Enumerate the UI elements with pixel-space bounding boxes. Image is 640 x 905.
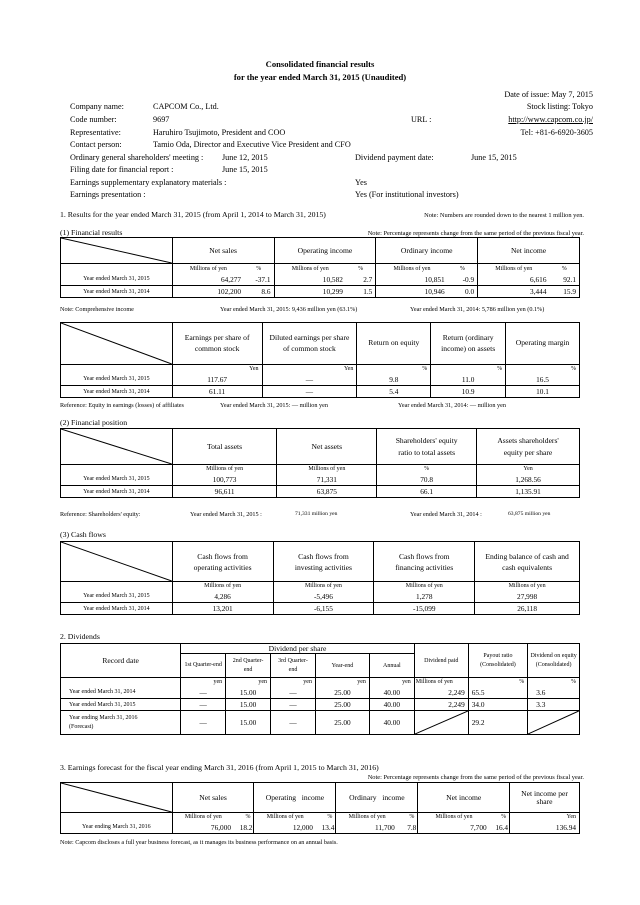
col-record-date: Record date xyxy=(61,644,181,678)
row-label: Year ended March 31, 2014 xyxy=(61,386,173,398)
dividends-table xyxy=(60,643,580,735)
unit-label: Yen xyxy=(262,365,357,374)
cell-value: 10.9 xyxy=(431,386,506,398)
unit-label: % xyxy=(357,365,431,374)
col-dividend-per-share: Dividend per share xyxy=(181,644,415,654)
eps-table xyxy=(60,322,580,398)
cell-value: — xyxy=(262,374,357,386)
unit-label: Millions of yen xyxy=(478,264,550,274)
cell-value: 15.00 xyxy=(226,711,271,735)
unit-label: yen xyxy=(181,678,226,687)
cell-value: 25.00 xyxy=(315,699,369,711)
row-label: Year ended March 31, 2015 xyxy=(61,591,173,603)
forecast-heading: 3. Earnings forecast for the fiscal year ending March 31, 2016 (from April 1, 2015 to March 31, 2016) xyxy=(60,763,379,772)
col-annual: Annual xyxy=(369,654,414,678)
cell-value: 1,278 xyxy=(374,591,475,603)
cell-value: 29.2 xyxy=(468,711,528,735)
forecast-row-label xyxy=(61,711,181,735)
cell-value: 3.3 xyxy=(528,699,580,711)
col-diluted-eps: Diluted earnings per share of common stock xyxy=(262,323,357,365)
financial-results-heading: (1) Financial results xyxy=(60,228,123,237)
cell-value: 27,998 xyxy=(475,591,580,603)
cell-value: 8.6 xyxy=(244,286,274,298)
unit-label: Millions of yen xyxy=(277,465,377,474)
company-url-link[interactable] xyxy=(508,115,593,124)
cell-value: 13,201 xyxy=(172,603,273,615)
cell-value: 1.5 xyxy=(346,286,376,298)
col-investing-cf: Cash flows from investing activities xyxy=(273,542,374,582)
telephone: Tel: +81-6-6920-3605 xyxy=(520,128,593,137)
cell-value: 2,249 xyxy=(414,687,468,699)
col-operating-cf: Cash flows from operating activities xyxy=(172,542,273,582)
cell-value: — xyxy=(181,711,226,735)
cell-value: — xyxy=(271,711,316,735)
row-label: Year ended March 31, 2015 xyxy=(61,474,173,486)
section1-heading: 1. Results for the year ended March 31, 2015 (from April 1, 2014 to March 31, 2015) xyxy=(60,210,326,219)
code-number: 9697 xyxy=(153,115,170,124)
diagonal-cell xyxy=(414,711,468,735)
unit-label: Millions of yen xyxy=(414,678,468,687)
unit-label: Yen xyxy=(172,365,262,374)
unit-label: yen xyxy=(226,678,271,687)
cell-value: -37.1 xyxy=(244,274,274,286)
unit-label: yen xyxy=(369,678,414,687)
cell-value: 63,875 xyxy=(277,486,377,498)
cell-value: 25.00 xyxy=(315,711,369,735)
cell-value: 2.7 xyxy=(346,274,376,286)
cell-value: 96,611 xyxy=(172,486,277,498)
cell-value: 10,299 xyxy=(274,286,346,298)
date-of-issue: Date of issue: May 7, 2015 xyxy=(504,90,593,99)
cell-value: 40.00 xyxy=(369,699,414,711)
unit-label: % xyxy=(398,813,418,822)
table-row xyxy=(61,286,580,298)
cell-value: 1,135.91 xyxy=(477,486,580,498)
table-row xyxy=(61,699,580,711)
cell-value: 34.0 xyxy=(468,699,528,711)
equity-2015-value: 71,331 million yen xyxy=(295,511,338,517)
supplementary-label: Earnings supplementary explanatory materials : xyxy=(70,178,227,187)
cell-value: 117.67 xyxy=(172,374,262,386)
company-name-label: Company name: xyxy=(70,102,124,111)
cell-value: 7,700 xyxy=(418,822,490,834)
cell-value: — xyxy=(181,699,226,711)
table-row xyxy=(61,386,580,398)
cell-value: 2,249 xyxy=(414,699,468,711)
dividend-payment-label: Dividend payment date: xyxy=(355,153,434,162)
col-roa: Return (ordinary income) on assets xyxy=(431,323,506,365)
col-forecast-eps: Net income per share xyxy=(510,783,580,813)
col-financing-cf: Cash flows from financing activities xyxy=(374,542,475,582)
unit-label: Millions of yen xyxy=(172,264,244,274)
representative-label: Representative: xyxy=(70,128,121,137)
cell-value: 3,444 xyxy=(478,286,550,298)
col-forecast-ordinary-income: Ordinary income xyxy=(336,783,418,813)
unit-label: Millions of yen xyxy=(376,264,448,274)
cell-value: 7.8 xyxy=(398,822,418,834)
cell-value: 18.2 xyxy=(234,822,254,834)
col-operating-income: Operating income xyxy=(274,238,376,264)
forecast-table xyxy=(60,782,580,834)
percentage-note: Note: Percentage represents change from the same period of the previous fiscal year. xyxy=(367,230,584,237)
unit-label: % xyxy=(431,365,506,374)
cell-value: 76,000 xyxy=(172,822,234,834)
table-row xyxy=(61,486,580,498)
table-row xyxy=(61,711,580,735)
cell-value: 66.1 xyxy=(377,486,477,498)
col-total-assets: Total assets xyxy=(172,429,277,465)
cell-value: -15,099 xyxy=(374,603,475,615)
unit-label: Millions of yen xyxy=(336,813,398,822)
col-roe: Return on equity xyxy=(357,323,431,365)
col-2nd-quarter: 2nd Quarter-end xyxy=(226,654,271,678)
cell-value: — xyxy=(181,687,226,699)
unit-label: % xyxy=(316,813,336,822)
diagonal-cell xyxy=(61,238,173,264)
cell-value: 136.94 xyxy=(510,822,580,834)
cell-value: 10,851 xyxy=(376,274,448,286)
table-row xyxy=(61,274,580,286)
cell-value: — xyxy=(271,687,316,699)
forecast-label-line2: (Forecast) xyxy=(69,723,94,730)
col-payout-ratio: Payout ratio (Consolidated) xyxy=(468,644,528,678)
cell-value: -0.9 xyxy=(448,274,478,286)
unit-label: % xyxy=(549,264,579,274)
unit-label: % xyxy=(244,264,274,274)
cell-value: 4,286 xyxy=(172,591,273,603)
filing-label: Filing date for financial report : xyxy=(70,165,174,174)
unit-label: Millions of yen xyxy=(172,813,234,822)
dividend-payment-date: June 15, 2015 xyxy=(471,153,517,162)
row-label: Year ended March 31, 2014 xyxy=(61,687,181,699)
table-row xyxy=(61,374,580,386)
col-net-assets: Net assets xyxy=(277,429,377,465)
cell-value: 40.00 xyxy=(369,711,414,735)
col-equity-per-share: Assets shareholders' equity per share xyxy=(477,429,580,465)
comprehensive-income-2015: Year ended March 31, 2015: 9,436 million yen (63.1%) xyxy=(220,306,358,313)
financial-position-table xyxy=(60,428,580,498)
unit-label: Yen xyxy=(477,465,580,474)
affiliates-2015: Year ended March 31, 2015: — million yen xyxy=(220,402,328,409)
agm-label: Ordinary general shareholders' meeting : xyxy=(70,153,204,162)
affiliates-note: Reference: Equity in earnings (losses) of affiliates xyxy=(60,402,184,409)
forecast-footnote: Note: Capcom discloses a full year business forecast, as it manages its business performance on an annual basis. xyxy=(60,839,338,846)
equity-2014-label: Year ended March 31, 2014 : xyxy=(410,511,482,518)
table-row xyxy=(61,591,580,603)
url-label: URL : xyxy=(411,115,432,124)
col-1st-quarter: 1st Quarter-end xyxy=(181,654,226,678)
affiliates-2014: Year ended March 31, 2014: — million yen xyxy=(398,402,506,409)
cell-value: -6,155 xyxy=(273,603,374,615)
stock-listing: Stock listing: Tokyo xyxy=(526,102,593,111)
col-ordinary-income: Ordinary income xyxy=(376,238,478,264)
unit-label: % xyxy=(346,264,376,274)
comprehensive-income-2014: Year ended March 31, 2014: 5,786 million yen (0.1%) xyxy=(410,306,545,313)
row-label: Year ended March 31, 2014 xyxy=(61,286,173,298)
unit-label: % xyxy=(528,678,580,687)
agm-date: June 12, 2015 xyxy=(222,153,268,162)
unit-label: yen xyxy=(271,678,316,687)
col-3rd-quarter: 3rd Quarter-end xyxy=(271,654,316,678)
col-year-end: Year-end xyxy=(315,654,369,678)
cell-value: 10,582 xyxy=(274,274,346,286)
representative: Haruhiro Tsujimoto, President and COO xyxy=(153,128,286,137)
cell-value: 13.4 xyxy=(316,822,336,834)
financial-position-heading: (2) Financial position xyxy=(60,418,128,427)
cash-flows-table xyxy=(60,541,580,615)
cell-value: 15.00 xyxy=(226,699,271,711)
diagonal-cell xyxy=(528,711,580,735)
diagonal-cell xyxy=(61,783,173,813)
rounding-note: Note: Numbers are rounded down to the nearest 1 million yen. xyxy=(424,212,584,219)
cell-value: 65.5 xyxy=(468,687,528,699)
unit-label: yen xyxy=(315,678,369,687)
row-label: Year ended March 31, 2015 xyxy=(61,699,181,711)
cell-value: 25.00 xyxy=(315,687,369,699)
cell-value: 26,118 xyxy=(475,603,580,615)
unit-label: % xyxy=(490,813,510,822)
unit-label: Millions of yen xyxy=(172,582,273,591)
cell-value: 1,268.56 xyxy=(477,474,580,486)
cell-value: 40.00 xyxy=(369,687,414,699)
unit-label: Millions of yen xyxy=(172,465,277,474)
presentation-value: Yes (For institutional investors) xyxy=(355,190,459,199)
table-row xyxy=(61,687,580,699)
code-number-label: Code number: xyxy=(70,115,117,124)
table-row xyxy=(61,822,580,834)
diagonal-cell xyxy=(61,323,173,365)
cell-value: 6,616 xyxy=(478,274,550,286)
cell-value: 11,700 xyxy=(336,822,398,834)
col-forecast-net-sales: Net sales xyxy=(172,783,254,813)
row-label: Year ended March 31, 2014 xyxy=(61,603,173,615)
cell-value: — xyxy=(262,386,357,398)
col-equity-ratio: Shareholders' equity ratio to total assets xyxy=(377,429,477,465)
col-net-income: Net income xyxy=(478,238,580,264)
equity-2015-label: Year ended March 31, 2015 : xyxy=(190,511,262,518)
cell-value: 16.4 xyxy=(490,822,510,834)
cell-value: 5.4 xyxy=(357,386,431,398)
contact-label: Contact person: xyxy=(70,140,122,149)
unit-label: Millions of yen xyxy=(274,264,346,274)
col-forecast-operating-income: Operating income xyxy=(254,783,336,813)
cell-value: 16.5 xyxy=(506,374,580,386)
cell-value: 3.6 xyxy=(528,687,580,699)
col-ending-cash: Ending balance of cash and cash equivalents xyxy=(475,542,580,582)
company-url[interactable]: http://www.capcom.co.jp/ xyxy=(508,115,593,124)
unit-label: Millions of yen xyxy=(475,582,580,591)
col-forecast-net-income: Net income xyxy=(418,783,510,813)
unit-label: % xyxy=(448,264,478,274)
presentation-label: Earnings presentation : xyxy=(70,190,146,199)
unit-label: % xyxy=(377,465,477,474)
cell-value: -5,496 xyxy=(273,591,374,603)
table-row xyxy=(61,603,580,615)
cell-value: 64,277 xyxy=(172,274,244,286)
unit-label: % xyxy=(506,365,580,374)
row-label: Year ended March 31, 2015 xyxy=(61,374,173,386)
col-net-sales: Net sales xyxy=(172,238,274,264)
comprehensive-income-note: Note: Comprehensive income xyxy=(60,306,134,313)
cell-value: 102,200 xyxy=(172,286,244,298)
report-title-line2: for the year ended March 31, 2015 (Unaudited) xyxy=(233,72,407,82)
cell-value: 100,773 xyxy=(172,474,277,486)
forecast-percentage-note: Note: Percentage represents change from the same period of the previous fiscal year. xyxy=(367,774,584,781)
cell-value: — xyxy=(271,699,316,711)
dividends-heading: 2. Dividends xyxy=(60,632,100,641)
row-label: Year ended March 31, 2015 xyxy=(61,274,173,286)
row-label: Year ending March 31, 2016 xyxy=(61,822,173,834)
col-dividend-on-equity: Dividend on equity (Consolidated) xyxy=(528,644,580,678)
cell-value: 70.8 xyxy=(377,474,477,486)
company-name: CAPCOM Co., Ltd. xyxy=(153,102,219,111)
unit-label: Millions of yen xyxy=(374,582,475,591)
table-row xyxy=(61,474,580,486)
supplementary-value: Yes xyxy=(355,178,367,187)
col-eps: Earnings per share of common stock xyxy=(172,323,262,365)
unit-label: Millions of yen xyxy=(273,582,374,591)
equity-2014-value: 63,875 million yen xyxy=(508,511,551,517)
unit-label: % xyxy=(234,813,254,822)
cell-value: 0.0 xyxy=(448,286,478,298)
diagonal-cell xyxy=(61,429,173,465)
cell-value: 9.8 xyxy=(357,374,431,386)
contact-person: Tamio Oda, Director and Executive Vice President and CFO xyxy=(153,140,351,149)
diagonal-cell xyxy=(61,542,173,582)
col-operating-margin: Operating margin xyxy=(506,323,580,365)
row-label: Year ended March 31, 2014 xyxy=(61,486,173,498)
unit-label: Millions of yen xyxy=(254,813,316,822)
cell-value: 11.0 xyxy=(431,374,506,386)
unit-label: Yen xyxy=(510,813,580,822)
financial-results-table xyxy=(60,237,580,298)
cell-value: 10.1 xyxy=(506,386,580,398)
cell-value: 71,331 xyxy=(277,474,377,486)
forecast-label-line1: Year ending March 31, 2016 xyxy=(69,714,138,721)
unit-label: Millions of yen xyxy=(418,813,490,822)
cell-value: 61.11 xyxy=(172,386,262,398)
report-title-line1: Consolidated financial results xyxy=(265,59,375,69)
cell-value: 92.1 xyxy=(549,274,579,286)
cash-flows-heading: (3) Cash flows xyxy=(60,530,106,539)
equity-note: Reference: Shareholders' equity: xyxy=(60,511,141,518)
col-dividend-paid: Dividend paid xyxy=(414,644,468,678)
cell-value: 15.9 xyxy=(549,286,579,298)
cell-value: 15.00 xyxy=(226,687,271,699)
cell-value: 12,000 xyxy=(254,822,316,834)
filing-date: June 15, 2015 xyxy=(222,165,268,174)
cell-value: 10,946 xyxy=(376,286,448,298)
unit-label: % xyxy=(468,678,528,687)
